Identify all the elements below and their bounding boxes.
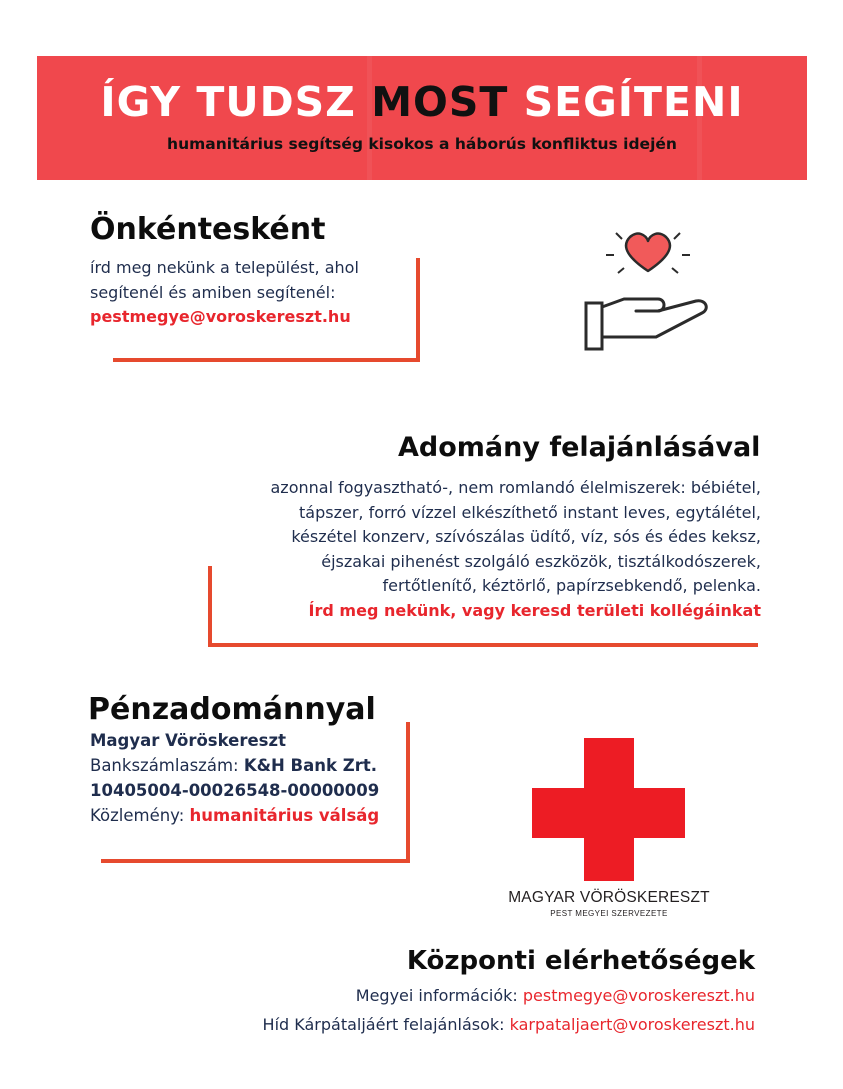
money-heading: Pénzadománnyal	[88, 692, 376, 727]
contacts-heading: Központi elérhetőségek	[406, 946, 755, 976]
donation-line: készétel konzerv, szívószálas üdítő, víz, sós és édes keksz,	[291, 527, 761, 546]
contact-item	[263, 1015, 755, 1034]
volunteer-line: segítenél és amiben segítenél:	[90, 282, 336, 302]
money-org: Magyar Vöröskereszt	[90, 731, 286, 750]
header-banner	[37, 56, 807, 180]
donation-cta: Írd meg nekünk, vagy keresd területi kollégáinkat	[308, 600, 761, 620]
donation-line: fertőtlenítő, kéztörlő, papírzsebkendő, pelenka.	[382, 576, 761, 595]
volunteer-heading: Önkéntesként	[90, 212, 326, 247]
title-emphasis: MOST	[371, 78, 509, 126]
note-label: Közlemény:	[90, 806, 190, 825]
logo-name: MAGYAR VÖRÖSKERESZT	[508, 889, 710, 906]
note-value: humanitárius válság	[189, 806, 380, 825]
volunteer-line: írd meg nekünk a települést, ahol	[90, 258, 359, 277]
hand-holding-heart-icon	[578, 225, 718, 355]
money-divider-vertical	[406, 722, 410, 863]
contact-label: Megyei információk:	[355, 986, 523, 1005]
bank-name: K&H Bank Zrt.	[243, 756, 377, 775]
contact-email-link[interactable]: pestmegye@voroskereszt.hu	[522, 986, 755, 1005]
volunteer-text	[90, 256, 359, 330]
contact-email-link[interactable]: karpataljaert@voroskereszt.hu	[509, 1015, 755, 1034]
contact-label: Híd Kárpátaljáért felajánlások:	[262, 1015, 510, 1034]
bank-label: Bankszámlaszám:	[90, 756, 244, 775]
volunteer-divider-horizontal	[113, 358, 420, 362]
page-title	[37, 76, 807, 128]
volunteer-email-link[interactable]: pestmegye@voroskereszt.hu	[90, 307, 351, 326]
contact-item	[356, 986, 755, 1005]
title-part1: ÍGY TUDSZ	[100, 78, 372, 126]
donation-heading: Adomány felajánlásával	[398, 432, 761, 463]
volunteer-divider-vertical	[416, 258, 420, 362]
donation-line: azonnal fogyasztható-, nem romlandó élelmiszerek: bébiétel,	[270, 478, 761, 497]
bank-line	[90, 753, 379, 778]
money-divider-horizontal	[101, 859, 410, 863]
red-cross-logo-horizontal	[532, 788, 685, 838]
page-subtitle: humanitárius segítség kisokos a háborús konfliktus idején	[167, 135, 677, 153]
title-part2: SEGÍTENI	[508, 78, 744, 126]
donation-text	[271, 476, 762, 623]
bank-account: 10405004-00026548-00000009	[90, 781, 380, 800]
donation-divider-vertical	[208, 566, 212, 647]
logo-subtitle: PEST MEGYEI SZERVEZETE	[550, 909, 668, 918]
donation-divider-horizontal	[208, 643, 758, 647]
note-line	[90, 803, 379, 828]
money-text	[90, 728, 379, 828]
donation-line: tápszer, forró vízzel elkészíthető instant leves, egytálétel,	[299, 502, 761, 522]
donation-line: éjszakai pihenést szolgáló eszközök, tisztálkodószerek,	[321, 551, 761, 571]
